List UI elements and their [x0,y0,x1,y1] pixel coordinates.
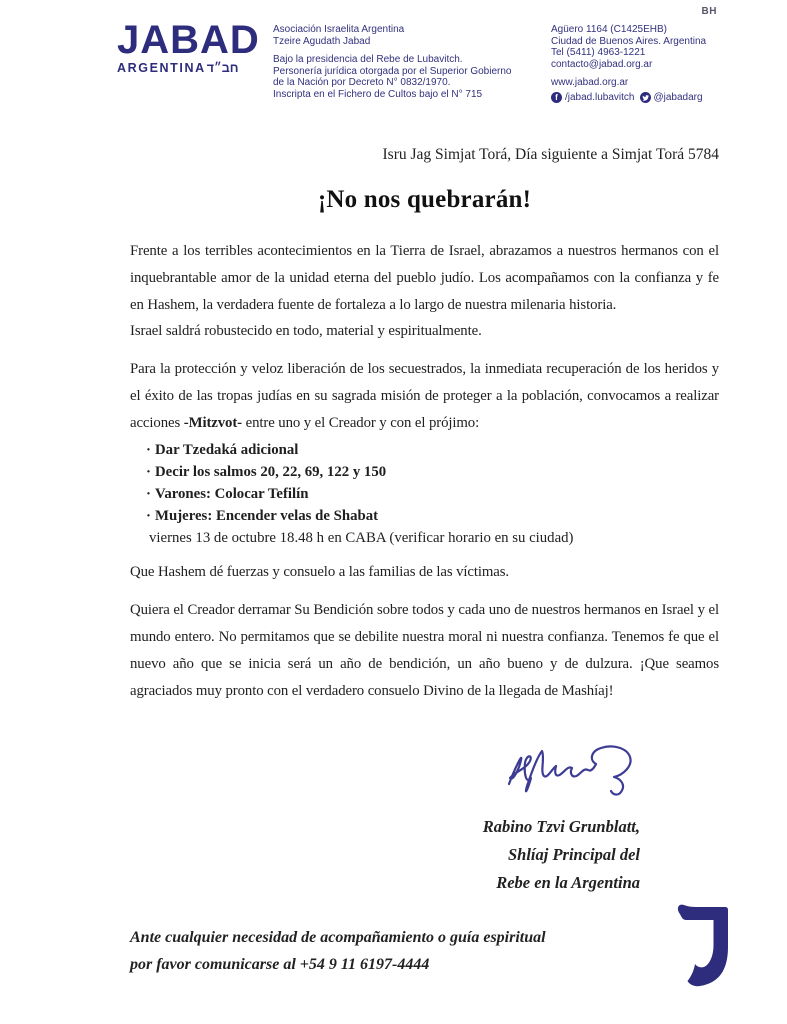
org-line: Asociación Israelita Argentina [273,24,405,35]
paragraph-3-pre: Para la protección y veloz liberación de los secuestrados, la inmediata recuperación de los heridos y el éxito de las tropas judías en su sagrada misión de proteger a la población, convocamos a realizar acciones [130,361,719,431]
paragraph-2: Israel saldrá robustecido en todo, material y espiritualmente. [130,323,482,339]
bullet-glyph: · [146,508,151,524]
signatory-name: Rabino Tzvi Grunblatt, [482,817,640,836]
footer-line2: por favor comunicarse al +54 9 11 6197-4444 [130,956,430,973]
list-item-label: Decir los salmos 20, 22, 69, 122 y 150 [155,464,387,480]
list-item [146,461,706,483]
twitter-icon [640,92,651,103]
paragraph-4: Que Hashem dé fuerzas y consuelo a las familias de las víctimas. [130,564,510,580]
org-info [273,24,511,107]
footer-note [130,924,546,978]
facebook-icon: f [551,92,562,103]
facebook-handle: /jabad.lubavitch [565,91,635,103]
candle-lighting-note: viernes 13 de octubre 18.48 h en CABA (verificar horario en su ciudad) [149,530,574,546]
footer-line1: Ante cualquier necesidad de acompañamiento o guía espiritual [130,929,546,946]
action-list [146,439,706,549]
list-item-label: Mujeres: Encender velas de Shabat [155,508,379,524]
jabad-logo [117,20,260,75]
org-line: Inscripta en el Fichero de Cultos bajo el N° 715 [273,88,483,100]
paragraph-1: Frente a los terribles acontecimientos en la Tierra de Israel, abrazamos a nuestros hermanos con el inquebrantable amor de la unidad eterna del pueblo judío. Los acompañamos con la confianza y fe en Hashem, la verdadera fuente de fortaleza a lo largo de nuestra milenaria historia. [130,243,719,313]
twitter-handle: @jabadarg [653,91,703,103]
contact-email: contacto@jabad.org.ar [551,58,653,70]
bh-mark: BH [701,6,717,17]
org-line: Tzeire Agudath Jabad [273,35,371,47]
logo-wordmark: JABAD [117,18,260,62]
contact-website: www.jabad.org.ar [551,77,629,88]
logo-subtitle-hebrew: חב״ד [206,61,239,75]
paragraph-5: Quiera el Creador derramar Su Bendición sobre todos y cada uno de nuestros hermanos en Israel y el mundo entero. No permitamos que se debilite nuestra moral ni nuestra confianza. Tenemos fe que el nuevo año que se inicia será un año de bendición, un año bueno y de dulzura. ¡Que seamos agraciados muy pronto con el verdadero consuelo Divino de la llegada de Mashíaj! [130,602,719,699]
jabad-j-mark-icon [670,900,732,993]
logo-subtitle [117,61,260,75]
list-item-label: Varones: Colocar Tefilín [155,486,309,502]
contact-phone: Tel (5411) 4963-1221 [551,47,646,58]
contact-info [551,24,706,103]
signatory-role-line2: Rebe en la Argentina [496,873,640,892]
bullet-glyph: · [146,442,151,458]
list-item-label: Dar Tzedaká adicional [155,442,299,458]
letter-title: ¡No nos quebrarán! [317,186,532,213]
org-line: Personería jurídica otorgada por el Superior Gobierno [273,65,512,77]
logo-subtitle-latin: ARGENTINA [117,61,206,75]
letter-dateline: Isru Jag Simjat Torá, Día siguiente a Simjat Torá 5784 [382,146,719,163]
list-item [146,439,706,461]
list-item [146,505,706,527]
org-line: de la Nación por Decreto N° 0832/1970. [273,77,451,88]
signature-scrawl [497,740,637,807]
signature-block [483,813,640,897]
contact-address-line1: Agüero 1164 (C1425EHB) [551,24,667,35]
social-row [551,92,706,104]
contact-address-line2: Ciudad de Buenos Aires. Argentina [551,35,707,47]
paragraph-3 [130,356,719,437]
bullet-glyph: · [146,464,151,480]
signatory-role-line1: Shlíaj Principal del [507,845,640,864]
bullet-glyph: · [146,486,151,502]
paragraph-3-emphasis: -Mitzvot- [183,415,243,431]
list-item [146,483,706,505]
org-line: Bajo la presidencia del Rebe de Lubavitch. [273,54,463,65]
paragraph-3-post: entre uno y el Creador y con el prójimo: [242,415,480,431]
